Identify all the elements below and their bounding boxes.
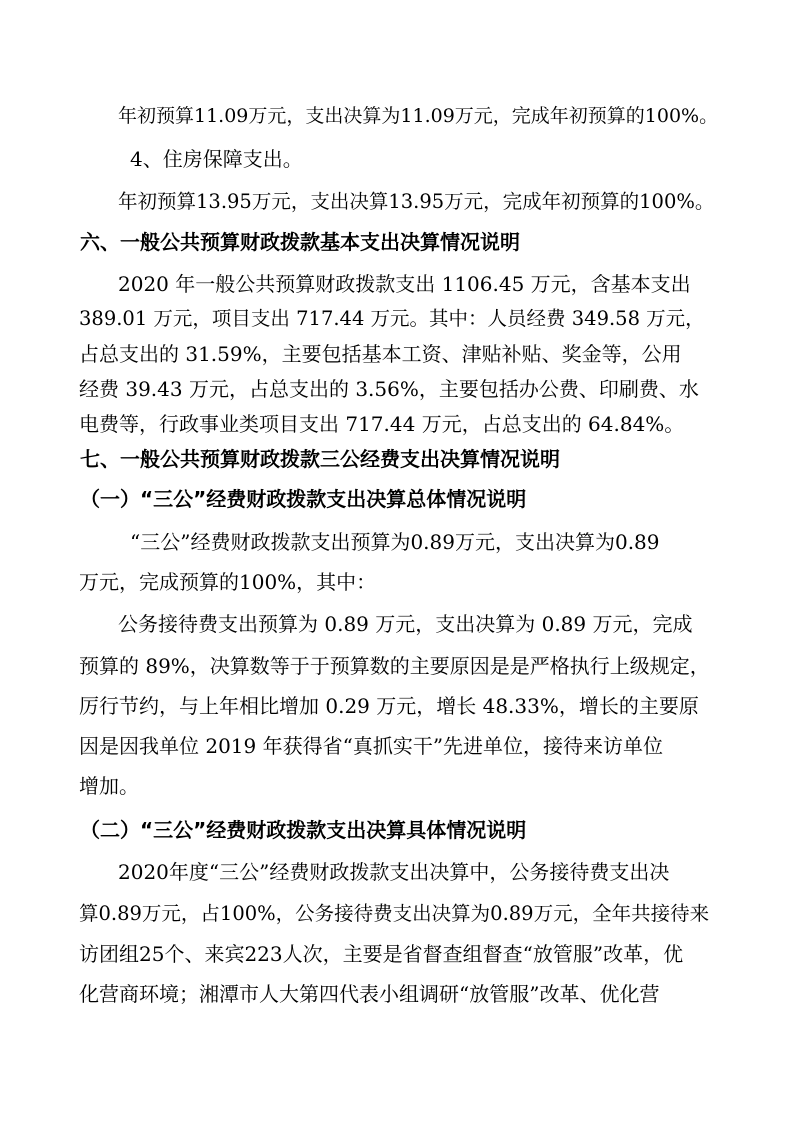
section-6-heading: 六、一般公共预算财政拨款基本支出决算情况说明 <box>80 230 520 254</box>
subsection-2-para-2: 算0.89万元，占100%，公务接待费支出决算为0.89万元，全年共接待来 <box>79 902 710 925</box>
subsection-2-para-3: 访团组25个、来宾223人次，主要是省督查组督查“放管服”改革，优 <box>79 942 684 966</box>
section-6-para-1: 2020 年一般公共预算财政拨款支出 1106.45 万元，含基本支出 <box>118 272 691 296</box>
subsection-1-para-2: 万元，完成预算的100%，其中： <box>79 570 377 594</box>
subsection-2-para-1: 2020年度“三公”经费财政拨款支出决算中，公务接待费支出决 <box>118 860 670 884</box>
section-6-para-5: 电费等，行政事业类项目支出 717.44 万元，占总支出的 64.84%。 <box>79 412 685 436</box>
section-6-para-2: 389.01 万元，项目支出 717.44 万元。其中：人员经费 349.58 万元， <box>79 307 705 330</box>
budget-line-2: 年初预算13.95万元，支出决算13.95万元，完成年初预算的100%。 <box>118 190 715 213</box>
subsection-1-para-4: 预算的 89%，决算数等于于预算数的主要原因是是严格执行上级规定， <box>79 654 710 678</box>
subsection-1-para-3: 公务接待费支出预算为 0.89 万元，支出决算为 0.89 万元，完成 <box>118 612 693 636</box>
item-4-housing: 4、住房保障支出。 <box>130 147 303 171</box>
subsection-1-heading: （一）“三公”经费财政拨款支出决算总体情况说明 <box>80 487 527 511</box>
subsection-1-para-1: “三公”经费财政拨款支出预算为0.89万元，支出决算为0.89 <box>130 530 660 554</box>
section-6-para-3: 占总支出的 31.59%，主要包括基本工资、津贴补贴、奖金等，公用 <box>79 342 682 366</box>
subsection-1-para-6: 因是因我单位 2019 年获得省“真抓实干”先进单位，接待来访单位 <box>79 734 664 758</box>
subsection-1-para-7: 增加。 <box>79 774 139 798</box>
subsection-1-para-5: 厉行节约，与上年相比增加 0.29 万元，增长 48.33%，增长的主要原 <box>79 694 699 718</box>
section-7-heading: 七、一般公共预算财政拨款三公经费支出决算情况说明 <box>80 447 560 471</box>
section-6-para-4: 经费 39.43 万元，占总支出的 3.56%，主要包括办公费、印刷费、水 <box>79 377 699 401</box>
budget-line-1: 年初预算11.09万元，支出决算为11.09万元，完成年初预算的100%。 <box>118 105 719 127</box>
subsection-2-para-4: 化营商环境；湘潭市人大第四代表小组调研“放管服”改革、优化营 <box>79 982 660 1006</box>
subsection-2-heading: （二）“三公”经费财政拨款支出决算具体情况说明 <box>80 818 527 842</box>
